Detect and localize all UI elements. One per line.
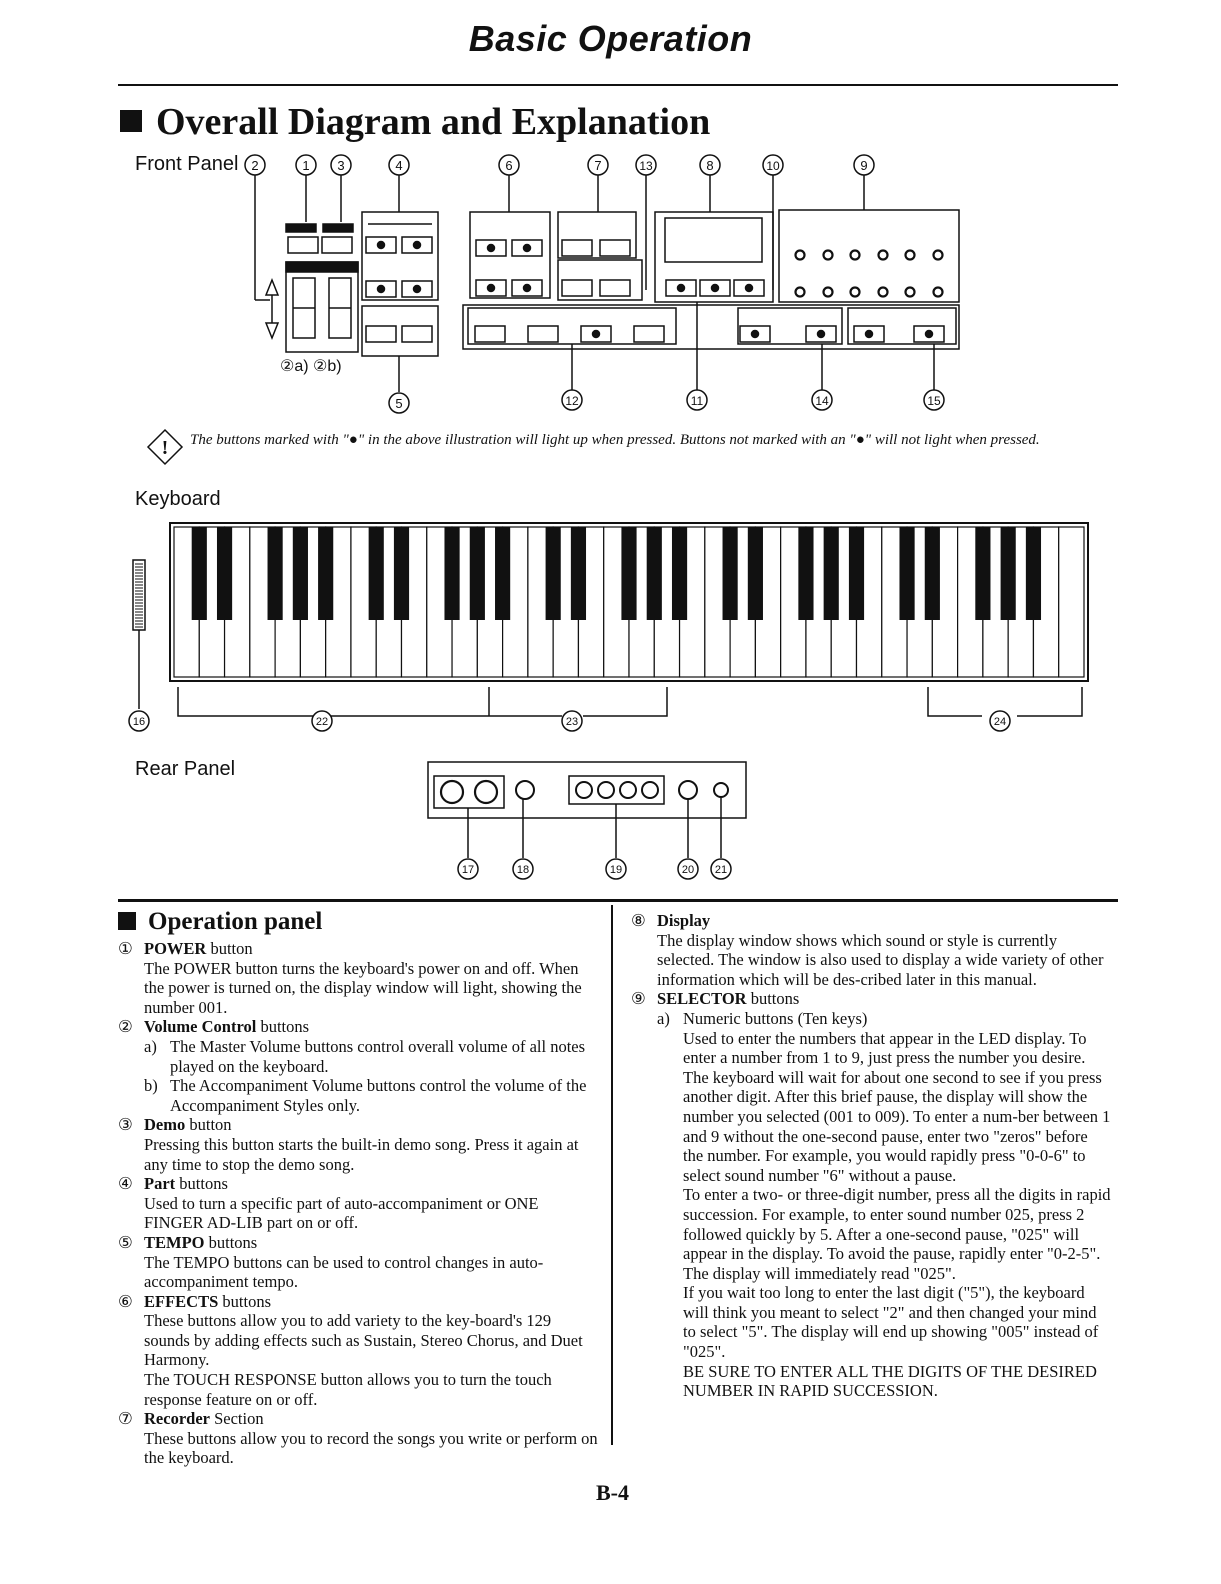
- item-suffix: buttons: [746, 989, 800, 1009]
- black-key: [293, 527, 308, 620]
- volume-label-b: ②b): [313, 358, 342, 375]
- item-text: The display window shows which sound or style is currently selected. The window is also used to display a wide variety of other information which will be des-cribed later in this manual.: [657, 930, 1104, 989]
- item-heading: [118, 1409, 598, 1429]
- item-number: ⑨: [631, 989, 646, 1009]
- svg-text:18: 18: [516, 864, 530, 876]
- svg-text:6: 6: [505, 158, 513, 173]
- sub-item-text: To enter a two- or three-digit number, press all the digits in rapid succession. For example, to enter sound number 025, press 2 followed quickly by 5. After a one-second pause, "025" will appear in the display. To avoid the pause, rapidly enter "0-2-5". The display will immediately read "025".: [683, 1185, 1111, 1283]
- item-suffix: button: [185, 1115, 232, 1135]
- callout-1: [296, 155, 316, 222]
- square-bullet-icon: [118, 912, 136, 930]
- black-key: [470, 527, 485, 620]
- explanation-item: [118, 1409, 598, 1468]
- item-heading: [118, 1017, 598, 1037]
- sub-item-text: If you wait too long to enter the last digit ("5"), the keyboard will think you meant to select "2" and then changed your mind to select "5". The display will end up showing "005" instead of "025".: [683, 1283, 1099, 1362]
- black-key: [1001, 527, 1016, 620]
- volume-labels: [280, 356, 342, 376]
- item-title: EFFECTS: [144, 1291, 219, 1311]
- rear-panel-diagram: [420, 758, 760, 888]
- item-heading: [631, 911, 1111, 931]
- explanation-item: [118, 1017, 598, 1115]
- black-key: [495, 527, 510, 620]
- sub-item-text: The Accompaniment Volume buttons control the volume of the Accompaniment Styles only.: [170, 1076, 587, 1115]
- callout-9: [854, 155, 874, 210]
- front-panel-label: Front Panel: [135, 153, 239, 175]
- callout-14: [812, 344, 832, 410]
- svg-text:7: 7: [594, 158, 602, 173]
- sub-item-text: BE SURE TO ENTER ALL THE DIGITS OF THE DESIRED NUMBER IN RAPID SUCCESSION.: [683, 1361, 1097, 1401]
- callout-12: [562, 344, 582, 410]
- black-key: [672, 527, 687, 620]
- item-text: Used to turn a specific part of auto-accompaniment or ONE FINGER AD-LIB part on or off.: [144, 1193, 539, 1233]
- sub-item: [118, 1037, 598, 1076]
- black-key: [748, 527, 763, 620]
- operation-panel-heading-text: Operation panel: [148, 908, 323, 935]
- item-text: Pressing this button starts the built-in demo song. Press it again at any time to stop the demo song.: [144, 1134, 579, 1174]
- svg-text:9: 9: [860, 158, 868, 173]
- callout-5: [389, 393, 409, 413]
- callout-13: [636, 155, 656, 290]
- item-title: Volume Control: [144, 1017, 257, 1037]
- black-key: [849, 527, 864, 620]
- black-key: [571, 527, 586, 620]
- sub-item-label: b): [144, 1076, 158, 1096]
- square-bullet-icon: [120, 110, 142, 132]
- svg-text:12: 12: [565, 394, 579, 408]
- item-heading: [118, 1115, 598, 1135]
- item-text: The POWER button turns the keyboard's power on and off. When the power is turned on, the display window will light, showing the number 001.: [144, 958, 582, 1017]
- item-number: ⑥: [118, 1291, 133, 1311]
- item-number: ⑤: [118, 1232, 133, 1252]
- black-key: [1026, 527, 1041, 620]
- explanation-item: [118, 939, 598, 1017]
- svg-text:17: 17: [461, 864, 475, 876]
- sub-item-text: Used to enter the numbers that appear in the LED display. To enter a number from 1 to 9, just press the number you desire. The keyboard will wait for about one second to see if you press another digit. After this brief pause, the display will show the number you selected (001 to 009). To enter a num-ber between 1 and 9 without the one-second pause, enter two "zeros" before the number. For example, you would rapidly press "0-0-6" to select sound number "6" without a pause.: [683, 1028, 1111, 1185]
- explanation-item: [118, 1115, 598, 1174]
- item-number: ④: [118, 1174, 133, 1194]
- item-number: ②: [118, 1017, 133, 1037]
- svg-text:20: 20: [681, 864, 695, 876]
- black-key: [899, 527, 914, 620]
- callout-8: [700, 155, 720, 212]
- svg-text:8: 8: [706, 158, 714, 173]
- black-key: [975, 527, 990, 620]
- caution-icon: [146, 428, 184, 466]
- item-suffix: button: [206, 939, 253, 958]
- svg-text:15: 15: [927, 394, 941, 408]
- black-key: [723, 527, 738, 620]
- sub-item-label: a): [657, 1008, 670, 1028]
- item-number: ⑧: [631, 911, 646, 930]
- column-divider: [611, 905, 613, 1445]
- svg-text:23: 23: [565, 716, 579, 728]
- svg-text:24: 24: [993, 716, 1007, 728]
- item-text: The TOUCH RESPONSE button allows you to turn the touch response feature on or off.: [144, 1370, 552, 1409]
- black-key: [546, 527, 561, 620]
- svg-text:2: 2: [251, 158, 259, 173]
- item-text: These buttons allow you to add variety to the key-board's 129 sounds by adding effects such as Sustain, Stereo Chorus, and Duet Harmony.: [144, 1311, 583, 1370]
- black-key: [268, 527, 283, 620]
- explanation-item: [631, 989, 1111, 1400]
- callout-7: [588, 155, 608, 212]
- sub-item: [118, 1076, 598, 1115]
- white-key: [1059, 527, 1084, 677]
- svg-text:16: 16: [132, 716, 146, 728]
- item-text: These buttons allow you to record the songs you write or perform on the keyboard.: [144, 1428, 598, 1468]
- rear-panel-label: Rear Panel: [135, 758, 236, 780]
- operation-panel-heading: [118, 907, 598, 937]
- sub-item-text: The Master Volume buttons control overall volume of all notes played on the keyboard.: [170, 1036, 586, 1076]
- sub-item-label: a): [144, 1036, 157, 1056]
- item-suffix: buttons: [256, 1017, 310, 1037]
- callout-3: [331, 155, 351, 222]
- black-key: [394, 527, 409, 620]
- callout-6: [499, 155, 519, 212]
- svg-text:10: 10: [766, 159, 780, 173]
- item-text: The TEMPO buttons can be used to control changes in auto-accompaniment tempo.: [144, 1252, 544, 1292]
- svg-text:11: 11: [690, 394, 704, 408]
- item-heading: [118, 1233, 598, 1253]
- black-key: [621, 527, 636, 620]
- svg-text:!: !: [161, 437, 169, 459]
- item-heading: [118, 1174, 598, 1194]
- black-key: [824, 527, 839, 620]
- item-number: ⑦: [118, 1409, 133, 1429]
- explanation-item: [118, 1233, 598, 1292]
- item-title: SELECTOR: [657, 989, 747, 1009]
- section-rule: [118, 899, 1118, 902]
- item-suffix: buttons: [218, 1291, 271, 1311]
- callout-15: [924, 344, 944, 410]
- explanation-item: [631, 911, 1111, 989]
- black-key: [798, 527, 813, 620]
- explanation-item: [118, 1174, 598, 1233]
- sub-item-text: Numeric buttons (Ten keys): [683, 1008, 868, 1028]
- left-column: [118, 907, 598, 1468]
- black-key: [925, 527, 940, 620]
- explanation-item: [118, 1292, 598, 1410]
- item-title: Display: [657, 911, 711, 930]
- item-suffix: Section: [209, 1409, 264, 1429]
- svg-text:19: 19: [609, 864, 623, 876]
- item-title: Part: [144, 1174, 176, 1194]
- item-title: POWER: [144, 939, 207, 958]
- black-key: [369, 527, 384, 620]
- svg-text:14: 14: [815, 394, 829, 408]
- svg-text:3: 3: [337, 158, 345, 173]
- volume-label-a: ②a): [280, 358, 309, 375]
- black-key: [192, 527, 207, 620]
- item-title: Recorder: [144, 1409, 210, 1429]
- black-key: [318, 527, 333, 620]
- main-heading: [120, 100, 710, 144]
- keyboard-label: Keyboard: [135, 488, 221, 510]
- item-heading: [118, 939, 598, 959]
- page-header-title: Basic Operation: [468, 18, 753, 59]
- svg-text:1: 1: [302, 158, 310, 173]
- item-title: TEMPO: [144, 1232, 205, 1252]
- callout-4: [389, 155, 409, 212]
- callout-2-top: [245, 155, 270, 300]
- item-title: Demo: [144, 1115, 186, 1135]
- page-number: B-4: [596, 1480, 629, 1505]
- keyboard-diagram: [120, 515, 1120, 755]
- item-suffix: buttons: [175, 1174, 228, 1194]
- item-number: ①: [118, 939, 133, 958]
- svg-text:4: 4: [395, 158, 403, 173]
- svg-text:21: 21: [714, 864, 728, 876]
- right-column: [631, 911, 1111, 1401]
- main-heading-text: Overall Diagram and Explanation: [156, 101, 711, 143]
- svg-text:5: 5: [395, 396, 403, 411]
- sub-item: [631, 1009, 1111, 1029]
- black-key: [217, 527, 232, 620]
- item-number: ③: [118, 1115, 133, 1135]
- black-key: [444, 527, 459, 620]
- front-panel-diagram: [0, 140, 1221, 430]
- callout-11: [687, 302, 707, 410]
- lighting-note: The buttons marked with "●" in the above illustration will light up when pressed. Buttons not marked with an "●" will not light when pressed.: [190, 432, 1040, 448]
- header-rule: [118, 84, 1118, 86]
- svg-text:13: 13: [639, 159, 653, 173]
- svg-text:22: 22: [315, 716, 329, 728]
- black-key: [647, 527, 662, 620]
- item-heading: [118, 1292, 598, 1312]
- item-heading: [631, 989, 1111, 1009]
- item-suffix: buttons: [204, 1232, 258, 1252]
